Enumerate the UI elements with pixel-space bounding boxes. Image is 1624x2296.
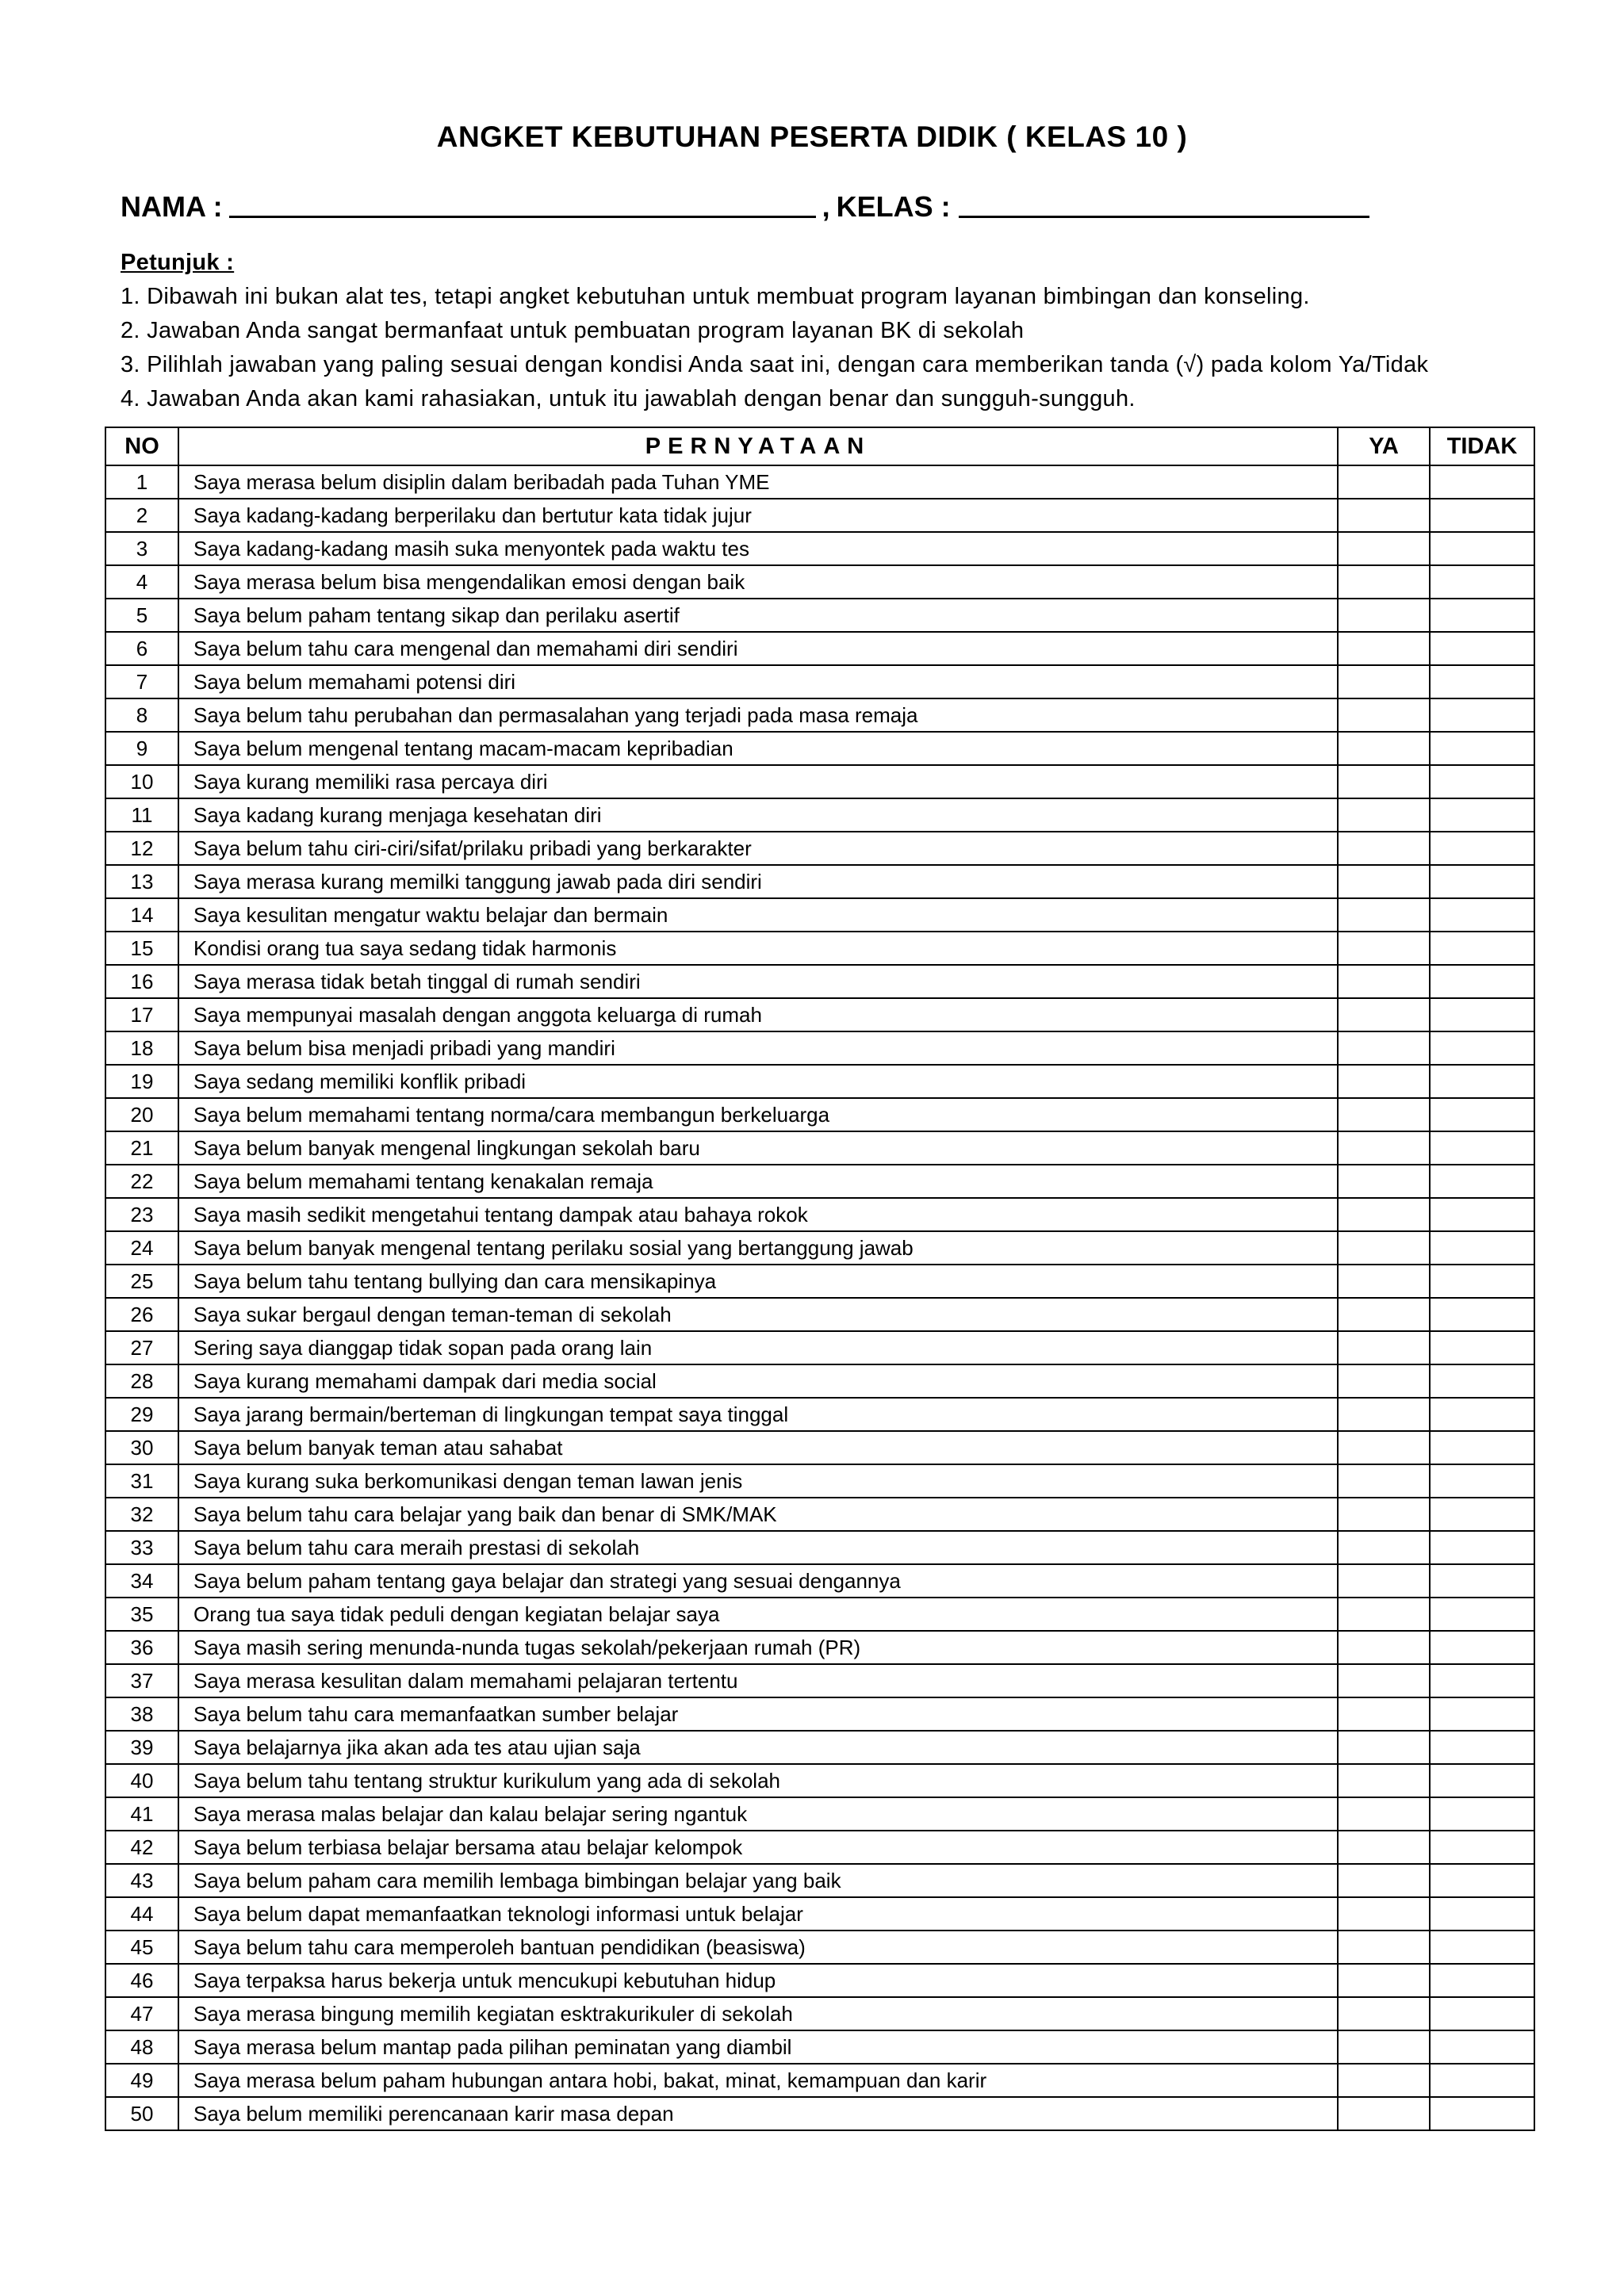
row-statement: Saya belum memiliki perencanaan karir masa depan bbox=[178, 2097, 1338, 2130]
answer-no-cell[interactable] bbox=[1430, 1131, 1534, 1165]
survey-table bbox=[105, 427, 1535, 2131]
row-statement: Saya merasa belum bisa mengendalikan emosi dengan baik bbox=[178, 565, 1338, 599]
table-row bbox=[105, 932, 1534, 965]
answer-no-cell[interactable] bbox=[1430, 665, 1534, 698]
answer-yes-cell[interactable] bbox=[1338, 1331, 1430, 1364]
answer-no-cell[interactable] bbox=[1430, 865, 1534, 898]
row-statement: Saya belum bisa menjadi pribadi yang mandiri bbox=[178, 1031, 1338, 1065]
row-number: 21 bbox=[105, 1131, 178, 1165]
answer-yes-cell[interactable] bbox=[1338, 832, 1430, 865]
answer-no-cell[interactable] bbox=[1430, 765, 1534, 798]
class-label: KELAS : bbox=[836, 190, 951, 223]
table-row bbox=[105, 1031, 1534, 1065]
answer-yes-cell[interactable] bbox=[1338, 1065, 1430, 1098]
answer-yes-cell[interactable] bbox=[1338, 2064, 1430, 2097]
row-statement: Saya belum memahami tentang norma/cara membangun berkeluarga bbox=[178, 1098, 1338, 1131]
answer-yes-cell[interactable] bbox=[1338, 898, 1430, 932]
row-statement: Saya belajarnya jika akan ada tes atau ujian saja bbox=[178, 1731, 1338, 1764]
row-statement: Saya belum memahami potensi diri bbox=[178, 665, 1338, 698]
table-row bbox=[105, 532, 1534, 565]
table-row bbox=[105, 1564, 1534, 1598]
row-number: 10 bbox=[105, 765, 178, 798]
answer-no-cell[interactable] bbox=[1430, 632, 1534, 665]
row-number: 27 bbox=[105, 1331, 178, 1364]
table-row bbox=[105, 1664, 1534, 1697]
table-row bbox=[105, 1764, 1534, 1797]
class-blank[interactable] bbox=[959, 189, 1369, 218]
answer-no-cell[interactable] bbox=[1430, 1931, 1534, 1964]
answer-no-cell[interactable] bbox=[1430, 1431, 1534, 1464]
answer-no-cell[interactable] bbox=[1430, 1065, 1534, 1098]
answer-no-cell[interactable] bbox=[1430, 965, 1534, 998]
table-header-row bbox=[105, 427, 1534, 465]
table-row bbox=[105, 1331, 1534, 1364]
answer-yes-cell[interactable] bbox=[1338, 732, 1430, 765]
answer-yes-cell[interactable] bbox=[1338, 499, 1430, 532]
table-row bbox=[105, 1864, 1534, 1897]
table-row bbox=[105, 1997, 1534, 2030]
answer-yes-cell[interactable] bbox=[1338, 1165, 1430, 1198]
row-number: 16 bbox=[105, 965, 178, 998]
answer-yes-cell[interactable] bbox=[1338, 1598, 1430, 1631]
row-statement: Saya belum banyak mengenal tentang perilaku sosial yang bertanggung jawab bbox=[178, 1231, 1338, 1265]
table-row bbox=[105, 898, 1534, 932]
table-row bbox=[105, 665, 1534, 698]
table-row bbox=[105, 732, 1534, 765]
row-statement: Saya belum tahu ciri-ciri/sifat/prilaku pribadi yang berkarakter bbox=[178, 832, 1338, 865]
table-row bbox=[105, 465, 1534, 499]
answer-yes-cell[interactable] bbox=[1338, 765, 1430, 798]
answer-no-cell[interactable] bbox=[1430, 1265, 1534, 1298]
answer-yes-cell[interactable] bbox=[1338, 1831, 1430, 1864]
row-number: 34 bbox=[105, 1564, 178, 1598]
row-number: 30 bbox=[105, 1431, 178, 1464]
table-row bbox=[105, 1697, 1534, 1731]
answer-yes-cell[interactable] bbox=[1338, 965, 1430, 998]
answer-no-cell[interactable] bbox=[1430, 1731, 1534, 1764]
answer-no-cell[interactable] bbox=[1430, 998, 1534, 1031]
row-number: 12 bbox=[105, 832, 178, 865]
answer-no-cell[interactable] bbox=[1430, 499, 1534, 532]
answer-yes-cell[interactable] bbox=[1338, 1964, 1430, 1997]
answer-no-cell[interactable] bbox=[1430, 1764, 1534, 1797]
table-row bbox=[105, 1265, 1534, 1298]
table-row bbox=[105, 1298, 1534, 1331]
header-no-answer: TIDAK bbox=[1430, 427, 1534, 465]
table-row bbox=[105, 1065, 1534, 1098]
table-row bbox=[105, 698, 1534, 732]
answer-no-cell[interactable] bbox=[1430, 1664, 1534, 1697]
row-number: 26 bbox=[105, 1298, 178, 1331]
answer-yes-cell[interactable] bbox=[1338, 1664, 1430, 1697]
row-statement: Saya belum memahami tentang kenakalan remaja bbox=[178, 1165, 1338, 1198]
row-number: 18 bbox=[105, 1031, 178, 1065]
row-number: 32 bbox=[105, 1498, 178, 1531]
answer-yes-cell[interactable] bbox=[1338, 532, 1430, 565]
answer-no-cell[interactable] bbox=[1430, 1331, 1534, 1364]
answer-no-cell[interactable] bbox=[1430, 2030, 1534, 2064]
row-number: 47 bbox=[105, 1997, 178, 2030]
answer-yes-cell[interactable] bbox=[1338, 1697, 1430, 1731]
row-statement: Saya merasa kesulitan dalam memahami pelajaran tertentu bbox=[178, 1664, 1338, 1697]
row-number: 35 bbox=[105, 1598, 178, 1631]
row-number: 13 bbox=[105, 865, 178, 898]
table-row bbox=[105, 1498, 1534, 1531]
answer-no-cell[interactable] bbox=[1430, 2064, 1534, 2097]
document-title: ANGKET KEBUTUHAN PESERTA DIDIK ( KELAS 10 ) bbox=[436, 121, 1188, 153]
row-statement: Saya kadang kurang menjaga kesehatan diri bbox=[178, 798, 1338, 832]
answer-no-cell[interactable] bbox=[1430, 2097, 1534, 2130]
row-statement: Saya merasa kurang memilki tanggung jawab pada diri sendiri bbox=[178, 865, 1338, 898]
row-number: 36 bbox=[105, 1631, 178, 1664]
row-number: 25 bbox=[105, 1265, 178, 1298]
row-statement: Saya masih sering menunda-nunda tugas sekolah/pekerjaan rumah (PR) bbox=[178, 1631, 1338, 1664]
instruction-item: 4. Jawaban Anda akan kami rahasiakan, untuk itu jawablah dengan benar dan sungguh-sungguh. bbox=[121, 386, 1136, 411]
answer-yes-cell[interactable] bbox=[1338, 865, 1430, 898]
row-number: 2 bbox=[105, 499, 178, 532]
row-statement: Saya belum paham tentang sikap dan perilaku asertif bbox=[178, 599, 1338, 632]
row-statement: Orang tua saya tidak peduli dengan kegiatan belajar saya bbox=[178, 1598, 1338, 1631]
row-number: 44 bbox=[105, 1897, 178, 1931]
answer-yes-cell[interactable] bbox=[1338, 932, 1430, 965]
answer-yes-cell[interactable] bbox=[1338, 1564, 1430, 1598]
answer-yes-cell[interactable] bbox=[1338, 1897, 1430, 1931]
answer-yes-cell[interactable] bbox=[1338, 1265, 1430, 1298]
table-body bbox=[105, 465, 1534, 2130]
row-statement: Saya merasa belum disiplin dalam beribadah pada Tuhan YME bbox=[178, 465, 1338, 499]
answer-no-cell[interactable] bbox=[1430, 532, 1534, 565]
separator-comma: , bbox=[822, 190, 830, 223]
answer-yes-cell[interactable] bbox=[1338, 2097, 1430, 2130]
row-number: 6 bbox=[105, 632, 178, 665]
table-row bbox=[105, 2030, 1534, 2064]
row-number: 40 bbox=[105, 1764, 178, 1797]
table-row bbox=[105, 965, 1534, 998]
table-row bbox=[105, 1897, 1534, 1931]
row-statement: Saya kadang-kadang berperilaku dan bertutur kata tidak jujur bbox=[178, 499, 1338, 532]
answer-no-cell[interactable] bbox=[1430, 1997, 1534, 2030]
answer-yes-cell[interactable] bbox=[1338, 1797, 1430, 1831]
answer-no-cell[interactable] bbox=[1430, 465, 1534, 499]
row-number: 31 bbox=[105, 1464, 178, 1498]
row-number: 48 bbox=[105, 2030, 178, 2064]
table-row bbox=[105, 599, 1534, 632]
row-statement: Saya belum mengenal tentang macam-macam kepribadian bbox=[178, 732, 1338, 765]
answer-no-cell[interactable] bbox=[1430, 832, 1534, 865]
row-number: 17 bbox=[105, 998, 178, 1031]
row-statement: Saya jarang bermain/berteman di lingkungan tempat saya tinggal bbox=[178, 1398, 1338, 1431]
table-row bbox=[105, 1231, 1534, 1265]
row-number: 3 bbox=[105, 532, 178, 565]
answer-yes-cell[interactable] bbox=[1338, 1031, 1430, 1065]
name-blank[interactable] bbox=[229, 189, 816, 218]
instruction-item: 1. Dibawah ini bukan alat tes, tetapi angket kebutuhan untuk membuat program layanan bimbingan dan konseling. bbox=[121, 284, 1310, 309]
row-statement: Saya kesulitan mengatur waktu belajar dan bermain bbox=[178, 898, 1338, 932]
answer-yes-cell[interactable] bbox=[1338, 1431, 1430, 1464]
row-number: 7 bbox=[105, 665, 178, 698]
row-statement: Saya belum tahu tentang struktur kurikulum yang ada di sekolah bbox=[178, 1764, 1338, 1797]
table-row bbox=[105, 1464, 1534, 1498]
row-number: 33 bbox=[105, 1531, 178, 1564]
table-row bbox=[105, 1797, 1534, 1831]
row-statement: Saya belum tahu cara belajar yang baik dan benar di SMK/MAK bbox=[178, 1498, 1338, 1531]
header-no: NO bbox=[105, 427, 178, 465]
row-number: 38 bbox=[105, 1697, 178, 1731]
row-number: 39 bbox=[105, 1731, 178, 1764]
answer-yes-cell[interactable] bbox=[1338, 632, 1430, 665]
row-statement: Saya belum terbiasa belajar bersama atau belajar kelompok bbox=[178, 1831, 1338, 1864]
answer-no-cell[interactable] bbox=[1430, 1398, 1534, 1431]
row-statement: Saya sukar bergaul dengan teman-teman di sekolah bbox=[178, 1298, 1338, 1331]
answer-yes-cell[interactable] bbox=[1338, 798, 1430, 832]
table-row bbox=[105, 1731, 1534, 1764]
row-statement: Saya merasa belum paham hubungan antara hobi, bakat, minat, kemampuan dan karir bbox=[178, 2064, 1338, 2097]
answer-no-cell[interactable] bbox=[1430, 1198, 1534, 1231]
row-statement: Sering saya dianggap tidak sopan pada orang lain bbox=[178, 1331, 1338, 1364]
answer-yes-cell[interactable] bbox=[1338, 1931, 1430, 1964]
answer-no-cell[interactable] bbox=[1430, 599, 1534, 632]
row-statement: Kondisi orang tua saya sedang tidak harmonis bbox=[178, 932, 1338, 965]
table-row bbox=[105, 2097, 1534, 2130]
table-row bbox=[105, 1398, 1534, 1431]
answer-no-cell[interactable] bbox=[1430, 1298, 1534, 1331]
table-row bbox=[105, 1598, 1534, 1631]
answer-no-cell[interactable] bbox=[1430, 1165, 1534, 1198]
answer-no-cell[interactable] bbox=[1430, 798, 1534, 832]
table-row bbox=[105, 998, 1534, 1031]
row-statement: Saya kadang-kadang masih suka menyontek pada waktu tes bbox=[178, 532, 1338, 565]
identity-line bbox=[121, 187, 1548, 224]
answer-no-cell[interactable] bbox=[1430, 1964, 1534, 1997]
instruction-item: 3. Pilihlah jawaban yang paling sesuai dengan kondisi Anda saat ini, dengan cara memberikan tanda (√) pada kolom Ya/Tidak bbox=[121, 352, 1429, 377]
row-number: 1 bbox=[105, 465, 178, 499]
table-row bbox=[105, 499, 1534, 532]
table-row bbox=[105, 1931, 1534, 1964]
row-number: 14 bbox=[105, 898, 178, 932]
answer-no-cell[interactable] bbox=[1430, 732, 1534, 765]
row-number: 41 bbox=[105, 1797, 178, 1831]
answer-yes-cell[interactable] bbox=[1338, 1631, 1430, 1664]
answer-no-cell[interactable] bbox=[1430, 1364, 1534, 1398]
answer-no-cell[interactable] bbox=[1430, 1464, 1534, 1498]
table-row bbox=[105, 1198, 1534, 1231]
row-statement: Saya belum tahu cara mengenal dan memahami diri sendiri bbox=[178, 632, 1338, 665]
table-row bbox=[105, 832, 1534, 865]
name-label: NAMA : bbox=[121, 190, 223, 223]
row-number: 20 bbox=[105, 1098, 178, 1131]
row-number: 28 bbox=[105, 1364, 178, 1398]
row-statement: Saya belum tahu cara memperoleh bantuan pendidikan (beasiswa) bbox=[178, 1931, 1338, 1964]
row-statement: Saya merasa tidak betah tinggal di rumah sendiri bbox=[178, 965, 1338, 998]
row-statement: Saya terpaksa harus bekerja untuk mencukupi kebutuhan hidup bbox=[178, 1964, 1338, 1997]
answer-no-cell[interactable] bbox=[1430, 1031, 1534, 1065]
row-number: 22 bbox=[105, 1165, 178, 1198]
table-row bbox=[105, 765, 1534, 798]
answer-yes-cell[interactable] bbox=[1338, 1198, 1430, 1231]
answer-no-cell[interactable] bbox=[1430, 1098, 1534, 1131]
answer-no-cell[interactable] bbox=[1430, 1897, 1534, 1931]
answer-yes-cell[interactable] bbox=[1338, 1464, 1430, 1498]
row-statement: Saya merasa belum mantap pada pilihan peminatan yang diambil bbox=[178, 2030, 1338, 2064]
row-statement: Saya masih sedikit mengetahui tentang dampak atau bahaya rokok bbox=[178, 1198, 1338, 1231]
answer-yes-cell[interactable] bbox=[1338, 1298, 1430, 1331]
table-row bbox=[105, 565, 1534, 599]
instruction-item: 2. Jawaban Anda sangat bermanfaat untuk pembuatan program layanan BK di sekolah bbox=[121, 318, 1025, 343]
row-statement: Saya belum dapat memanfaatkan teknologi informasi untuk belajar bbox=[178, 1897, 1338, 1931]
row-statement: Saya kurang suka berkomunikasi dengan teman lawan jenis bbox=[178, 1464, 1338, 1498]
answer-yes-cell[interactable] bbox=[1338, 2030, 1430, 2064]
row-number: 19 bbox=[105, 1065, 178, 1098]
row-statement: Saya belum tahu perubahan dan permasalahan yang terjadi pada masa remaja bbox=[178, 698, 1338, 732]
answer-yes-cell[interactable] bbox=[1338, 1364, 1430, 1398]
table-row bbox=[105, 1431, 1534, 1464]
table-row bbox=[105, 1098, 1534, 1131]
answer-no-cell[interactable] bbox=[1430, 1231, 1534, 1265]
row-number: 23 bbox=[105, 1198, 178, 1231]
row-number: 46 bbox=[105, 1964, 178, 1997]
table-row bbox=[105, 1165, 1534, 1198]
answer-yes-cell[interactable] bbox=[1338, 1098, 1430, 1131]
answer-yes-cell[interactable] bbox=[1338, 998, 1430, 1031]
header-statement: PERNYATAAN bbox=[178, 427, 1338, 465]
answer-yes-cell[interactable] bbox=[1338, 1231, 1430, 1265]
answer-yes-cell[interactable] bbox=[1338, 665, 1430, 698]
row-statement: Saya mempunyai masalah dengan anggota keluarga di rumah bbox=[178, 998, 1338, 1031]
table-row bbox=[105, 632, 1534, 665]
answer-no-cell[interactable] bbox=[1430, 1631, 1534, 1664]
row-statement: Saya kurang memahami dampak dari media social bbox=[178, 1364, 1338, 1398]
row-number: 50 bbox=[105, 2097, 178, 2130]
row-statement: Saya kurang memiliki rasa percaya diri bbox=[178, 765, 1338, 798]
answer-yes-cell[interactable] bbox=[1338, 1131, 1430, 1165]
row-statement: Saya belum banyak mengenal lingkungan sekolah baru bbox=[178, 1131, 1338, 1165]
header-yes: YA bbox=[1338, 427, 1430, 465]
row-number: 11 bbox=[105, 798, 178, 832]
answer-yes-cell[interactable] bbox=[1338, 1997, 1430, 2030]
table-row bbox=[105, 2064, 1534, 2097]
row-number: 37 bbox=[105, 1664, 178, 1697]
answer-no-cell[interactable] bbox=[1430, 1797, 1534, 1831]
answer-yes-cell[interactable] bbox=[1338, 565, 1430, 599]
instructions-heading: Petunjuk : bbox=[121, 250, 235, 275]
table-row bbox=[105, 1531, 1534, 1564]
table-row bbox=[105, 865, 1534, 898]
answer-yes-cell[interactable] bbox=[1338, 1864, 1430, 1897]
answer-yes-cell[interactable] bbox=[1338, 599, 1430, 632]
row-statement: Saya merasa bingung memilih kegiatan esktrakurikuler di sekolah bbox=[178, 1997, 1338, 2030]
answer-no-cell[interactable] bbox=[1430, 1598, 1534, 1631]
row-statement: Saya belum paham tentang gaya belajar dan strategi yang sesuai dengannya bbox=[178, 1564, 1338, 1598]
table-row bbox=[105, 1631, 1534, 1664]
answer-no-cell[interactable] bbox=[1430, 565, 1534, 599]
answer-no-cell[interactable] bbox=[1430, 932, 1534, 965]
table-row bbox=[105, 1831, 1534, 1864]
row-number: 15 bbox=[105, 932, 178, 965]
row-number: 49 bbox=[105, 2064, 178, 2097]
answer-yes-cell[interactable] bbox=[1338, 465, 1430, 499]
answer-no-cell[interactable] bbox=[1430, 898, 1534, 932]
row-number: 4 bbox=[105, 565, 178, 599]
row-statement: Saya belum paham cara memilih lembaga bimbingan belajar yang baik bbox=[178, 1864, 1338, 1897]
row-number: 8 bbox=[105, 698, 178, 732]
row-number: 43 bbox=[105, 1864, 178, 1897]
row-number: 5 bbox=[105, 599, 178, 632]
row-statement: Saya belum tahu cara memanfaatkan sumber belajar bbox=[178, 1697, 1338, 1731]
instructions-block bbox=[121, 246, 1588, 416]
answer-no-cell[interactable] bbox=[1430, 1531, 1534, 1564]
answer-yes-cell[interactable] bbox=[1338, 1764, 1430, 1797]
answer-no-cell[interactable] bbox=[1430, 1864, 1534, 1897]
answer-no-cell[interactable] bbox=[1430, 1498, 1534, 1531]
answer-no-cell[interactable] bbox=[1430, 1831, 1534, 1864]
row-statement: Saya belum banyak teman atau sahabat bbox=[178, 1431, 1338, 1464]
table-row bbox=[105, 1131, 1534, 1165]
answer-no-cell[interactable] bbox=[1430, 1564, 1534, 1598]
answer-yes-cell[interactable] bbox=[1338, 1531, 1430, 1564]
row-statement: Saya sedang memiliki konflik pribadi bbox=[178, 1065, 1338, 1098]
answer-yes-cell[interactable] bbox=[1338, 698, 1430, 732]
table-row bbox=[105, 1964, 1534, 1997]
answer-yes-cell[interactable] bbox=[1338, 1398, 1430, 1431]
row-statement: Saya belum tahu cara meraih prestasi di sekolah bbox=[178, 1531, 1338, 1564]
answer-yes-cell[interactable] bbox=[1338, 1498, 1430, 1531]
answer-no-cell[interactable] bbox=[1430, 1697, 1534, 1731]
row-statement: Saya belum tahu tentang bullying dan cara mensikapinya bbox=[178, 1265, 1338, 1298]
table-row bbox=[105, 798, 1534, 832]
row-number: 45 bbox=[105, 1931, 178, 1964]
row-number: 29 bbox=[105, 1398, 178, 1431]
row-number: 42 bbox=[105, 1831, 178, 1864]
answer-yes-cell[interactable] bbox=[1338, 1731, 1430, 1764]
answer-no-cell[interactable] bbox=[1430, 698, 1534, 732]
row-statement: Saya merasa malas belajar dan kalau belajar sering ngantuk bbox=[178, 1797, 1338, 1831]
row-number: 24 bbox=[105, 1231, 178, 1265]
row-number: 9 bbox=[105, 732, 178, 765]
table-row bbox=[105, 1364, 1534, 1398]
